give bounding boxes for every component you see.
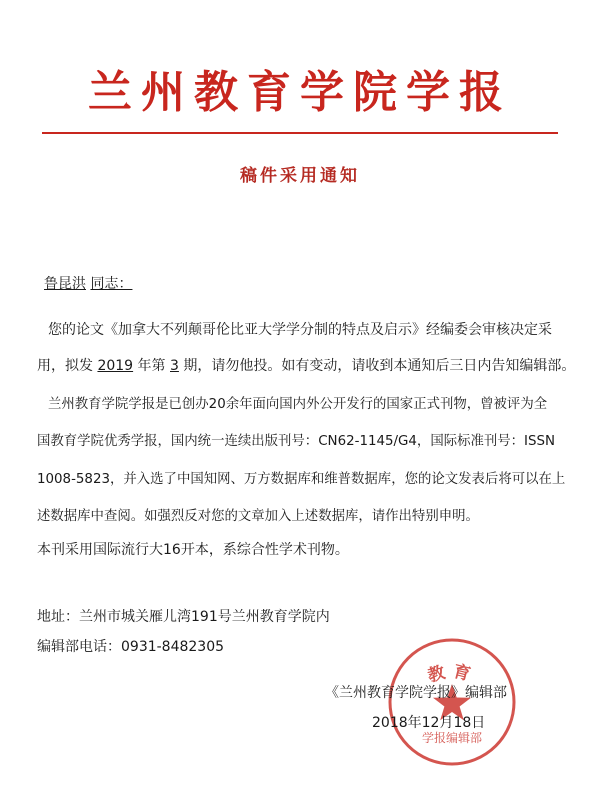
paragraph-2-line-1: 兰州教育学院学报是已创办20余年面向国内外公开发行的国家正式刊物，曾被评为全 <box>48 397 548 412</box>
paragraph-3: 本刊采用国际流行大16开本，系综合性学术刊物。 <box>37 542 349 558</box>
salutation <box>44 274 132 294</box>
paragraph-1-line-2 <box>37 356 575 376</box>
notice-title: 稿件采用通知 <box>240 166 360 186</box>
recipient-name: 鲁昆洪 <box>44 276 86 292</box>
seal-bottom-text: 学报编辑部 <box>421 731 483 745</box>
paragraph-2-line-2: 国教育学院优秀学报，国内统一连续出版刊号：CN62-1145/G4，国际标准刊号：ISSN <box>37 434 556 449</box>
paper-title: 《加拿大不列颠哥伦比亚大学学分制的特点及启示》 <box>104 322 426 338</box>
p1-prefix: 您的论文 <box>48 322 104 338</box>
signature-office: 《兰州教育学院学报》编辑部 <box>325 685 507 701</box>
paragraph-2-line-4: 述数据库中查阅。如强烈反对您的文章加入上述数据库，请作出特别申明。 <box>37 509 479 524</box>
editorial-phone: 编辑部电话：0931-8482305 <box>37 639 225 655</box>
paragraph-1-line-1 <box>48 320 552 340</box>
greeting: 同志： <box>90 276 133 292</box>
p1-suffix: 经编委会审核决定采 <box>426 322 552 338</box>
p1-line2-b: 年第 <box>133 358 170 374</box>
masthead-divider <box>42 132 558 134</box>
publication-year: 2019 <box>97 358 134 374</box>
p1-line2-a: 用，拟发 <box>37 358 98 374</box>
seal-top-text: 教育 <box>425 661 479 687</box>
journal-masthead: 兰州教育学院学报 <box>88 67 512 118</box>
signature-date: 2018年12月18日 <box>372 715 486 731</box>
paragraph-2-line-3: 1008-5823，并入选了中国知网、万方数据库和维普数据库，您的论文发表后将可以在上 <box>37 472 566 487</box>
p1-line2-c: 期，请勿他投。如有变动，请收到本通知后三日内告知编辑部。 <box>178 358 576 374</box>
issue-number: 3 <box>170 358 179 374</box>
address: 地址：兰州市城关雁儿湾191号兰州教育学院内 <box>37 609 330 625</box>
